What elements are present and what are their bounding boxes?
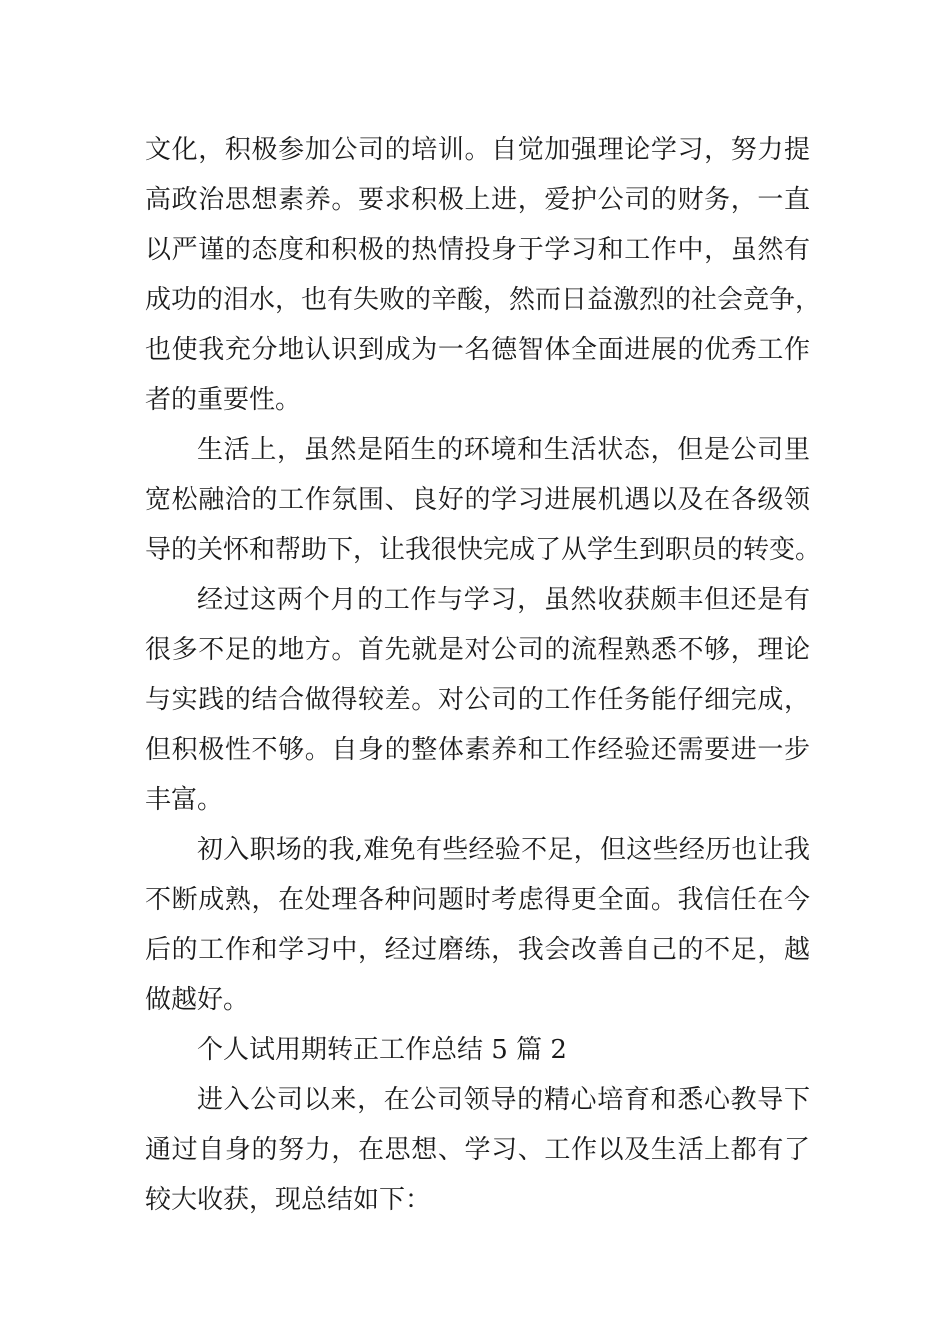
- paragraph-line: 很多不足的地方。首先就是对公司的流程熟悉不够，理论: [145, 635, 810, 665]
- paragraph-line: 文化，积极参加公司的培训。自觉加强理论学习，努力提: [145, 135, 810, 165]
- paragraph-line: 者的重要性。: [145, 385, 302, 415]
- paragraph-line: 宽松融洽的工作氛围、良好的学习进展机遇以及在各级领: [145, 485, 810, 515]
- paragraph-line: 初入职场的我,难免有些经验不足，但这些经历也让我: [197, 835, 810, 865]
- paragraph-line: 导的关怀和帮助下，让我很快完成了从学生到职员的转变。: [145, 535, 822, 565]
- paragraph-line: 通过自身的努力，在思想、学习、工作以及生活上都有了: [145, 1135, 810, 1165]
- paragraph-line: 较大收获，现总结如下：: [145, 1185, 432, 1215]
- paragraph-line: 不断成熟，在处理各种问题时考虑得更全面。我信任在今: [145, 885, 810, 915]
- paragraph-line: 高政治思想素养。要求积极上进，爱护公司的财务，一直: [145, 185, 810, 215]
- paragraph-line: 做越好。: [145, 985, 250, 1015]
- paragraph-line: 生活上，虽然是陌生的环境和生活状态，但是公司里: [197, 435, 810, 465]
- paragraph-line: 与实践的结合做得较差。对公司的工作任务能仔细完成，: [145, 685, 810, 715]
- paragraph-line: 成功的泪水，也有失败的辛酸，然而日益激烈的社会竞争，: [145, 285, 822, 315]
- paragraph-line: 丰富。: [145, 785, 224, 815]
- paragraph-line: 但积极性不够。自身的整体素养和工作经验还需要进一步: [145, 735, 810, 765]
- paragraph-line: 进入公司以来，在公司领导的精心培育和悉心教导下: [197, 1085, 810, 1115]
- paragraph-line: 经过这两个月的工作与学习，虽然收获颇丰但还是有: [197, 585, 810, 615]
- paragraph-line: 后的工作和学习中，经过磨练，我会改善自己的不足，越: [145, 935, 810, 965]
- section-heading: 个人试用期转正工作总结 5 篇 2: [197, 1035, 567, 1065]
- paragraph-line: 也使我充分地认识到成为一名德智体全面进展的优秀工作: [145, 335, 810, 365]
- paragraph-line: 以严谨的态度和积极的热情投身于学习和工作中，虽然有: [145, 235, 810, 265]
